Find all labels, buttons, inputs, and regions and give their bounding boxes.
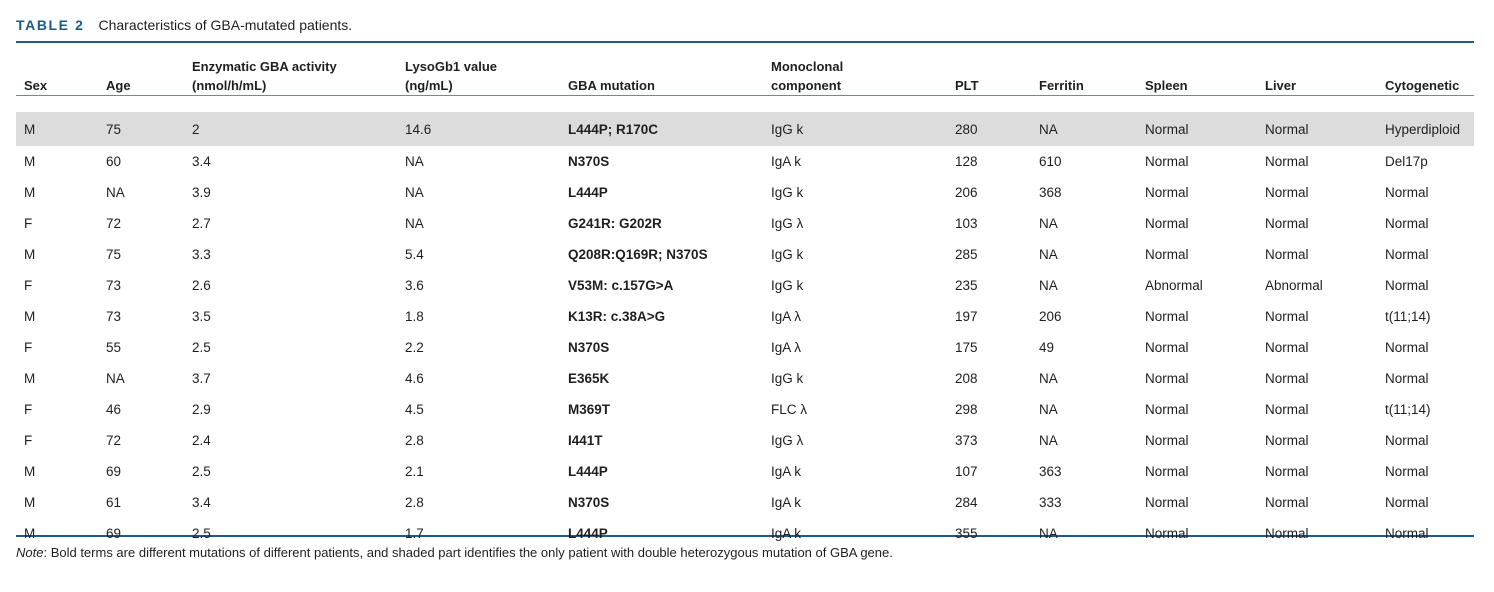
mutation-cell: Q208R:Q169R; N370S <box>568 247 708 262</box>
table-cell: 3.7 <box>192 371 211 386</box>
table-row <box>16 363 1474 394</box>
table-cell: 103 <box>955 216 978 231</box>
table-cell: 333 <box>1039 495 1062 510</box>
mutation-cell: K13R: c.38A>G <box>568 309 666 324</box>
table-cell: 355 <box>955 526 978 541</box>
table-cell: Normal <box>1145 216 1189 231</box>
table-cell: Normal <box>1265 402 1309 417</box>
table-cell: Normal <box>1265 309 1309 324</box>
table-cell: NA <box>1039 402 1058 417</box>
table-cell: 128 <box>955 154 978 169</box>
mutation-cell: V53M: c.157G>A <box>568 278 674 293</box>
table-cell: NA <box>106 371 125 386</box>
column-header <box>16 43 106 106</box>
table-note <box>16 543 893 563</box>
table-cell: 2.2 <box>405 340 424 355</box>
table-cell: Normal <box>1145 371 1189 386</box>
table-cell: 75 <box>106 112 192 146</box>
table-cell: Normal <box>1145 112 1265 146</box>
table-cell: 280 <box>955 112 1039 146</box>
table-cell: Normal <box>1385 185 1429 200</box>
column-header-line: (ng/mL) <box>405 78 453 93</box>
table-cell: NA <box>405 216 424 231</box>
table-cell: 3.6 <box>405 278 424 293</box>
table-cell: Normal <box>1265 495 1309 510</box>
table-cell: IgA λ <box>771 309 802 324</box>
column-header <box>1145 43 1265 106</box>
table-cell: 46 <box>106 402 122 417</box>
table-cell: 2.6 <box>192 278 211 293</box>
mutation-cell: I441T <box>568 433 603 448</box>
table-row <box>16 208 1474 239</box>
column-header-line: PLT <box>955 78 979 93</box>
table-cell: 107 <box>955 464 978 479</box>
table-cell: Normal <box>1385 526 1429 541</box>
table-cell: IgA k <box>771 154 802 169</box>
table-cell: 61 <box>106 495 122 510</box>
table-cell: 75 <box>106 247 122 262</box>
table-cell: 175 <box>955 340 978 355</box>
mutation-cell: N370S <box>568 154 610 169</box>
table-cell: Normal <box>1385 247 1429 262</box>
table-cell: M <box>24 185 36 200</box>
table-cell: IgG k <box>771 185 804 200</box>
table-cell: Normal <box>1265 112 1385 146</box>
column-header <box>1385 43 1474 106</box>
table-cell: 73 <box>106 278 122 293</box>
table-cell: 2 <box>192 112 405 146</box>
table-cell: 2.9 <box>192 402 211 417</box>
table-row <box>16 487 1474 518</box>
table-cell: NA <box>405 185 424 200</box>
table-cell: F <box>24 278 33 293</box>
table-cell: Normal <box>1385 216 1429 231</box>
table-cell: 4.6 <box>405 371 424 386</box>
table-cell: 2.5 <box>192 340 211 355</box>
table-cell: M <box>24 154 36 169</box>
table-cell: 2.8 <box>405 495 424 510</box>
table-cell: Normal <box>1265 433 1309 448</box>
table-header <box>16 43 1474 106</box>
column-header <box>1039 43 1145 106</box>
table-cell: 60 <box>106 154 122 169</box>
table-cell: 3.5 <box>192 309 211 324</box>
table-cell: 72 <box>106 216 122 231</box>
table-row <box>16 425 1474 456</box>
table-cell: Normal <box>1265 526 1309 541</box>
column-header-line: LysoGb1 value <box>405 59 497 74</box>
table-row <box>16 112 1474 146</box>
table-cell: IgG k <box>771 371 804 386</box>
table-cell: Normal <box>1145 433 1189 448</box>
table-cell: F <box>24 433 33 448</box>
table-cell: Normal <box>1145 495 1189 510</box>
table-title: Characteristics of GBA-mutated patients. <box>98 17 353 33</box>
table-cell: Del17p <box>1385 154 1428 169</box>
table-cell: t(11;14) <box>1385 402 1431 417</box>
column-header <box>771 43 955 106</box>
note-text: : Bold terms are different mutations of different patients, and shaded part identifies the only patient with double heterozygous mutation of GBA gene. <box>43 545 893 560</box>
table-cell: 206 <box>1039 309 1062 324</box>
table-cell: M <box>16 112 106 146</box>
table-cell: M <box>24 526 36 541</box>
column-header-line: Sex <box>24 78 48 93</box>
column-header-line: Liver <box>1265 78 1297 93</box>
mutation-cell: M369T <box>568 402 611 417</box>
column-header-line: Spleen <box>1145 78 1188 93</box>
table-cell: IgA k <box>771 526 802 541</box>
column-header <box>568 43 771 106</box>
table-cell: Normal <box>1265 464 1309 479</box>
patients-table <box>16 43 1474 549</box>
table-row <box>16 239 1474 270</box>
mutation-cell: N370S <box>568 340 610 355</box>
table-cell: 3.4 <box>192 154 211 169</box>
table-cell: 208 <box>955 371 978 386</box>
table-cell: Normal <box>1145 309 1189 324</box>
table-cell: 73 <box>106 309 122 324</box>
note-label: Note <box>16 545 44 560</box>
mutation-cell: L444P <box>568 526 608 541</box>
column-header-line: Enzymatic GBA activity <box>192 59 337 74</box>
table-cell: Normal <box>1145 247 1189 262</box>
table-cell: 285 <box>955 247 978 262</box>
table-cell: FLC λ <box>771 402 808 417</box>
table-cell: 55 <box>106 340 122 355</box>
table-cell: 368 <box>1039 185 1062 200</box>
table-cell: IgG k <box>771 247 804 262</box>
column-header <box>192 43 405 106</box>
table-cell: 206 <box>955 185 978 200</box>
table-cell: Normal <box>1385 340 1429 355</box>
table-cell: IgA λ <box>771 340 802 355</box>
table-cell: M <box>24 247 36 262</box>
table-cell: NA <box>1039 112 1145 146</box>
table-cell: Normal <box>1145 340 1189 355</box>
table-cell: 2.1 <box>405 464 424 479</box>
table-cell: NA <box>1039 526 1058 541</box>
table-cell: IgG k <box>771 278 804 293</box>
table-cell: IgG λ <box>771 216 804 231</box>
table-cell: Normal <box>1265 185 1309 200</box>
table-row <box>16 270 1474 301</box>
table-cell: NA <box>1039 278 1058 293</box>
mutation-cell: L444P <box>568 185 608 200</box>
table-cell: 2.4 <box>192 433 211 448</box>
mutation-cell: G241R: G202R <box>568 216 662 231</box>
table-cell: IgA k <box>771 464 802 479</box>
table-cell: 610 <box>1039 154 1062 169</box>
mutation-cell: L444P <box>568 464 608 479</box>
column-header-line: Monoclonal <box>771 59 844 74</box>
table-cell: Normal <box>1145 402 1189 417</box>
table-body <box>16 106 1474 549</box>
table-cell: IgG λ <box>771 433 804 448</box>
table-cell: IgG k <box>771 112 955 146</box>
table-cell: 1.7 <box>405 526 424 541</box>
table-cell: 49 <box>1039 340 1055 355</box>
table-cell: 284 <box>955 495 978 510</box>
mutation-cell: E365K <box>568 371 610 386</box>
table-cell: NA <box>1039 371 1058 386</box>
table-caption <box>16 15 352 35</box>
column-header-line: Ferritin <box>1039 78 1084 93</box>
table-cell: 1.8 <box>405 309 424 324</box>
table-cell: Normal <box>1265 154 1309 169</box>
table-cell: Hyperdiploid <box>1385 112 1474 146</box>
table-cell: 69 <box>106 526 122 541</box>
table-cell: 69 <box>106 464 122 479</box>
table-cell: 3.9 <box>192 185 211 200</box>
table-cell: Normal <box>1385 278 1429 293</box>
column-header <box>405 43 568 106</box>
table-cell: Normal <box>1265 216 1309 231</box>
table-cell: t(11;14) <box>1385 309 1431 324</box>
table-cell: 2.5 <box>192 526 211 541</box>
table-cell: 3.3 <box>192 247 211 262</box>
table-cell: Normal <box>1385 371 1429 386</box>
table-cell: IgA k <box>771 495 802 510</box>
column-header-line: Age <box>106 78 131 93</box>
table-cell: Normal <box>1265 340 1309 355</box>
table-cell: 14.6 <box>405 112 568 146</box>
mutation-cell: N370S <box>568 495 610 510</box>
table-cell: 2.7 <box>192 216 211 231</box>
table-cell: NA <box>1039 433 1058 448</box>
table-cell: Normal <box>1385 495 1429 510</box>
column-header-line: component <box>771 78 842 93</box>
table-cell: 5.4 <box>405 247 424 262</box>
table-cell: Normal <box>1385 464 1429 479</box>
mutation-cell: L444P; R170C <box>568 112 771 146</box>
table-cell: NA <box>405 154 424 169</box>
table-cell: NA <box>1039 216 1058 231</box>
table-cell: 373 <box>955 433 978 448</box>
table-cell: F <box>24 216 33 231</box>
table-cell: Normal <box>1145 154 1189 169</box>
table-cell: 2.5 <box>192 464 211 479</box>
table-cell: Normal <box>1145 185 1189 200</box>
table-row <box>16 301 1474 332</box>
table-cell: Abnormal <box>1265 278 1323 293</box>
table-cell: Normal <box>1265 371 1309 386</box>
table-cell: F <box>24 340 33 355</box>
table-label: TABLE 2 <box>16 17 85 33</box>
table-cell: Normal <box>1265 247 1309 262</box>
header-row <box>16 43 1474 106</box>
table-cell: 298 <box>955 402 978 417</box>
table-cell: 363 <box>1039 464 1062 479</box>
table-cell: M <box>24 371 36 386</box>
table-cell: 197 <box>955 309 978 324</box>
table-row <box>16 177 1474 208</box>
column-header-line: (nmol/h/mL) <box>192 78 267 93</box>
table-cell: M <box>24 464 36 479</box>
table-cell: M <box>24 495 36 510</box>
table-cell: 4.5 <box>405 402 424 417</box>
column-header <box>955 43 1039 106</box>
table-cell: NA <box>106 185 125 200</box>
table-cell: Normal <box>1385 433 1429 448</box>
table-cell: 72 <box>106 433 122 448</box>
table-cell: Abnormal <box>1145 278 1203 293</box>
table-cell: NA <box>1039 247 1058 262</box>
table-cell: Normal <box>1145 464 1189 479</box>
table-cell: M <box>24 309 36 324</box>
table-cell: Normal <box>1145 526 1189 541</box>
column-header-line: GBA mutation <box>568 78 655 93</box>
column-header-line: Cytogenetic <box>1385 78 1460 93</box>
column-header <box>106 43 192 106</box>
table-cell: 2.8 <box>405 433 424 448</box>
table-cell: 3.4 <box>192 495 211 510</box>
table-row <box>16 394 1474 425</box>
table-row <box>16 456 1474 487</box>
table-row <box>16 332 1474 363</box>
table-cell: 235 <box>955 278 978 293</box>
table-cell: F <box>24 402 33 417</box>
column-header <box>1265 43 1385 106</box>
table-row <box>16 146 1474 177</box>
